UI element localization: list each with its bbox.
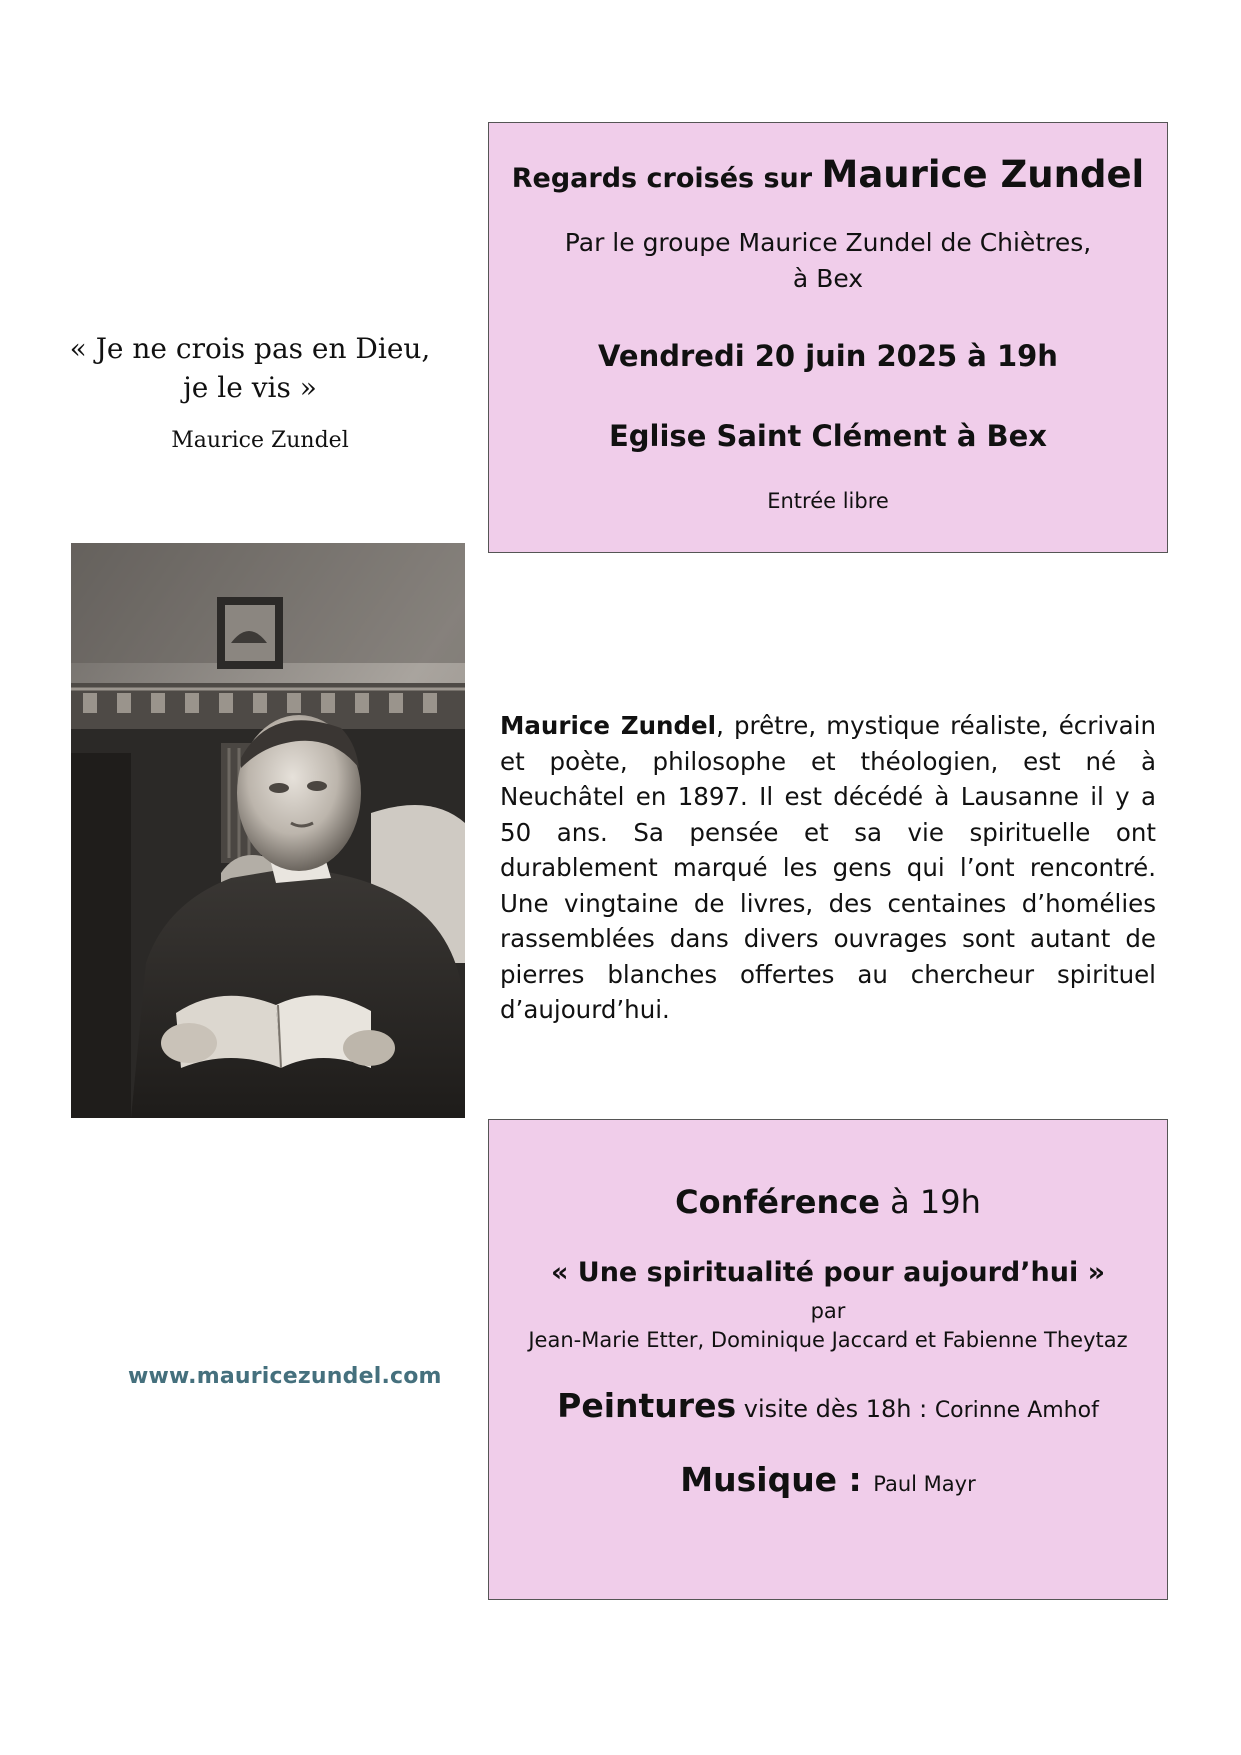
biography-name: Maurice Zundel: [500, 711, 717, 740]
talk-by: par: [810, 1299, 846, 1323]
event-title: [489, 153, 1167, 196]
program-box: [488, 1119, 1168, 1600]
quote-author: Maurice Zundel: [171, 428, 349, 453]
quote-line2: je le vis »: [183, 371, 317, 404]
paintings-line: [489, 1386, 1167, 1425]
biography-paragraph: [500, 708, 1156, 1028]
quote-line1: « Je ne crois pas en Dieu,: [69, 332, 431, 365]
quote-block: [50, 332, 450, 453]
event-info-box: [488, 122, 1168, 553]
event-date: Vendredi 20 juin 2025 à 19h: [598, 339, 1058, 373]
conference-label: Conférence: [675, 1183, 880, 1221]
paintings-artist: Corinne Amhof: [934, 1398, 1099, 1423]
music-label: Musique :: [680, 1460, 874, 1499]
music-line: [489, 1460, 1167, 1499]
event-title-prefix: Regards croisés sur: [511, 163, 813, 194]
music-artist: Paul Mayr: [873, 1472, 976, 1496]
talk-speakers: Jean-Marie Etter, Dominique Jaccard et Fabienne Theytaz: [528, 1328, 1128, 1352]
biography-text: , prêtre, mystique réaliste, écrivain et poète, philosophe et théologien, est né à Neuchâtel en 1897. Il est décédé à Lausanne il y a 50 ans. Sa pensée et sa vie spirituelle ont durablement marqué les gens qui l’ont rencontré. Une vingtaine de livres, des centaines d’homélies rassemblées dans divers ouvrages sont autant de pierres blanches offertes au chercheur spirituel d’aujourd’hui.: [500, 711, 1156, 1024]
event-title-name: Maurice Zundel: [821, 153, 1145, 196]
portrait-image: [71, 543, 465, 1118]
talk-title: « Une spiritualité pour aujourd’hui »: [550, 1257, 1106, 1288]
conference-time: à 19h: [879, 1183, 981, 1221]
organizer-line1: Par le groupe Maurice Zundel de Chiètres,: [564, 228, 1092, 257]
website-link[interactable]: www.mauricezundel.com: [128, 1364, 442, 1389]
portrait-photo: [71, 543, 465, 1118]
entry-info: Entrée libre: [767, 489, 889, 513]
paintings-label: Peintures: [557, 1386, 737, 1425]
organizer: [489, 225, 1167, 297]
conference-heading: [489, 1183, 1167, 1221]
organizer-line2: à Bex: [792, 264, 864, 293]
event-venue: Eglise Saint Clément à Bex: [608, 419, 1047, 453]
paintings-visit: visite dès 18h :: [736, 1395, 935, 1423]
